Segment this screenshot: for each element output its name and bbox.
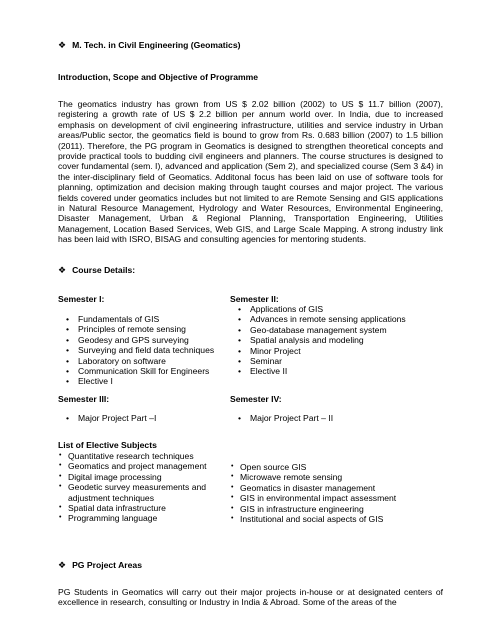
list-item: • Fundamentals of GIS	[58, 314, 228, 324]
list-item: • Major Project Part –I	[58, 413, 228, 423]
sem2-title: Semester II:	[230, 294, 279, 304]
list-item: • Geomatics and project management	[58, 461, 228, 471]
course-details-heading: ❖ Course Details:	[58, 265, 136, 275]
pg-heading: ❖ PG Project Areas	[58, 560, 142, 570]
list-item: adjustment techniques	[68, 492, 154, 503]
list-item: • Geodetic survey measurements and	[58, 482, 228, 492]
sem4-list	[230, 413, 440, 423]
list-item: • Principles of remote sensing	[58, 324, 228, 334]
list-item: • Programming language	[58, 513, 228, 523]
sem1-list	[58, 314, 228, 387]
list-item: • GIS in infrastructure engineering	[230, 504, 440, 514]
diamond-bullet-icon: ❖	[58, 560, 67, 570]
intro-title: Introduction, Scope and Objective of Programme	[58, 72, 259, 82]
list-item: • Laboratory on software	[58, 356, 228, 366]
list-item: • Elective I	[58, 376, 228, 386]
list-item: • Advances in remote sensing applications	[230, 314, 440, 324]
list-item: • Seminar	[230, 356, 440, 366]
list-item: • Minor Project	[230, 346, 440, 356]
list-item: • Geodesy and GPS surveying	[58, 335, 228, 345]
list-item: • Communication Skill for Engineers	[58, 366, 228, 376]
sem3-title: Semester III:	[58, 394, 110, 404]
diamond-bullet-icon: ❖	[58, 265, 67, 275]
list-item: • Microwave remote sensing	[230, 472, 440, 482]
list-item: • Surveying and field data techniques	[58, 345, 228, 355]
list-item: • Digital image processing	[58, 472, 228, 482]
main-heading: ❖ M. Tech. in Civil Engineering (Geomatics)	[58, 40, 241, 50]
intro-paragraph: The geomatics industry has grown from US $ 2.02 billion (2002) to US $ 11.7 billion (2007), registering a growth rate of US $ 2.2 billion per annum world over. In India, due to increased emphasis on development of civil engineering infrastructure, utilities and service industry in Urban areas/Public sector, the geomatics field is bound to grow from Rs. 0.683 billion (2007) to 1.5 billion (2011). Therefore, the PG program in Geomatics is designed to strengthen theoretical concepts and provide practical tools to budding civil engineers and planners. The course structures is designed to cover fundamental (sem. I), advanced and application (Sem 2), and specialized course (Sem 3 &4) in the inter-disciplinary field of Geomatics. Additonal focus has been laid on use of software tools for planning, optimization and decision making through taught courses and major project. The various fields covered under geomatics includes but not limited to are Remote Sensing and GIS applications in Natural Resource Management, Hydrology and Water Resources, Environmental Engineering, Disaster Management, Urban & Regional Planning, Transportation Engineering, Utilities Management, Location Based Services, Web GIS, and Large Scale Mapping. A strong industry link has been laid with ISRO, BISAG and consulting agencies for mentoring students.	[58, 99, 443, 245]
list-item: • Spatial analysis and modeling	[230, 335, 440, 345]
sem3-list	[58, 413, 228, 423]
list-item: • Applications of GIS	[230, 304, 440, 314]
diamond-bullet-icon: ❖	[58, 40, 67, 50]
list-item: • Geomatics in disaster management	[230, 483, 440, 493]
list-item: • Major Project Part – II	[230, 413, 440, 423]
list-item: • Open source GIS	[230, 462, 440, 472]
list-item: • Quantitative research techniques	[58, 451, 228, 461]
elective-title: List of Elective Subjects	[58, 440, 157, 450]
list-item: • GIS in environmental impact assessment	[230, 493, 440, 503]
electives-right-list	[230, 462, 440, 524]
sem2-list	[230, 304, 440, 377]
pg-paragraph: PG Students in Geomatics will carry out their major projects in-house or at designated centers of excellence in research, consulting or Industry in India & Abroad. Some of the areas of the	[58, 587, 443, 608]
list-item: • Elective II	[230, 366, 440, 376]
list-item: • Spatial data infrastructure	[58, 503, 228, 513]
list-item: • Institutional and social aspects of GIS	[230, 514, 440, 524]
electives-left-list	[58, 451, 228, 524]
sem4-title: Semester IV:	[230, 394, 282, 404]
list-item: • Geo-database management system	[230, 325, 440, 335]
sem1-title: Semester I:	[58, 294, 105, 304]
